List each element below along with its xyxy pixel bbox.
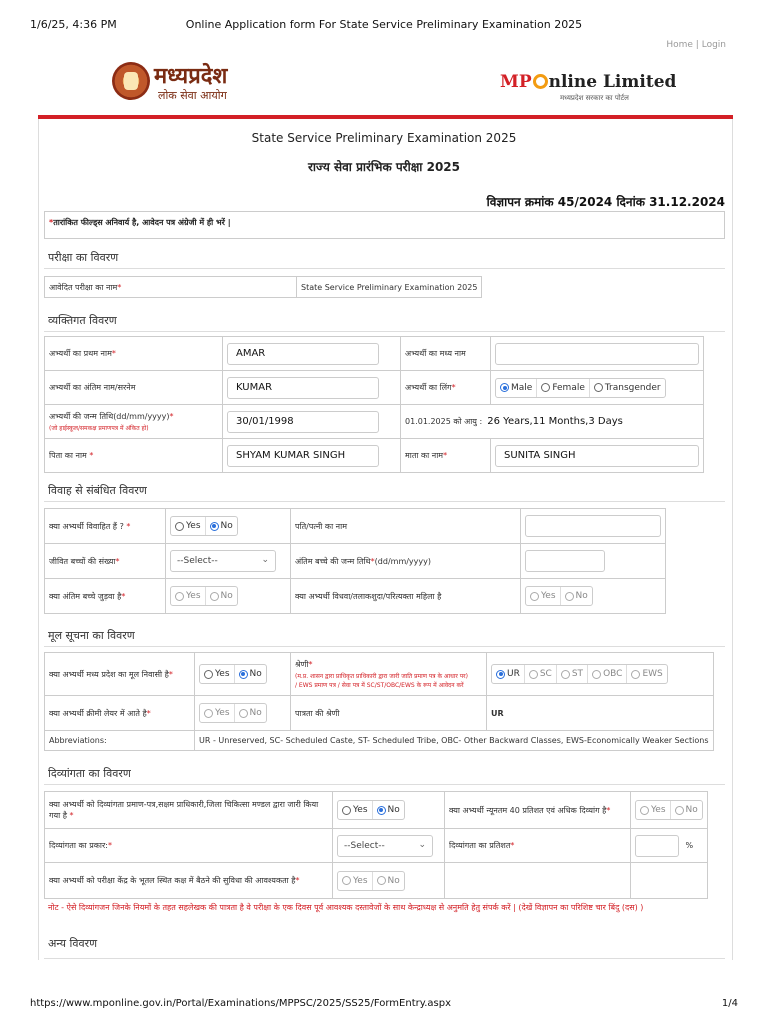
last-child-dob-label: अंतिम बच्चे की जन्म तिथि*(dd/mm/yyyy) [291,544,521,579]
last-name-input[interactable]: KUMAR [227,377,379,399]
mp-domicile-label: क्या अभ्यर्थी मध्य प्रदेश का मूल निवासी है* [45,653,195,696]
twins-no-option[interactable]: No [206,587,237,605]
other-section-heading: अन्य विवरण [48,937,98,950]
mponline-logo-rest: nline Limited [548,72,677,92]
married-no-option[interactable]: No [206,517,237,535]
radio-empty-icon [175,522,184,531]
radio-empty-icon [530,592,539,601]
gender-option-female[interactable]: Female [537,379,590,397]
print-timestamp: 1/6/25, 4:36 PM [30,18,117,31]
disability-percent-label: दिव्यांगता का प्रतिशत* [445,829,631,863]
abbreviations-text: UR - Unreserved, SC- Scheduled Caste, ST- Scheduled Tribe, OBC- Other Backward Classes, EWS-Economically Weaker Sections [195,731,714,751]
first-name-label: अभ्यर्थी का प्रथम नाम* [45,337,223,371]
domicile-no-option[interactable]: No [235,665,266,683]
married-label: क्या अभ्यर्थी विवाहित हैं ? * [45,509,166,544]
top-links [666,40,726,50]
married-yes-option[interactable]: Yes [171,517,206,535]
radio-empty-icon [675,806,684,815]
creamy-no-option[interactable]: No [235,704,266,722]
section-divider [44,501,725,502]
disability-note: नोट - ऐसे दिव्यांगजन जिनके नियमों के तहत सहलेखक की पात्रता है वे परीक्षा के एक दिवस पूर्व आवश्यक दस्तावेजों के साथ केन्द्राध्यक्ष से अनुमति हेतु संपर्क करें | (देखें विज्ञापन का परिशिष्ट चार बिंदु (दस) ) [48,903,644,912]
age-value: 26 Years,11 Months,3 Days [487,416,623,427]
eligible-category-value: UR [487,696,714,731]
section-divider [44,958,725,959]
radio-empty-icon [342,806,351,815]
twins-radio-group [170,586,238,606]
mppsc-logo [112,60,262,108]
radio-empty-icon [565,592,574,601]
print-page-number: 1/4 [721,998,738,1009]
min40-yes-option[interactable]: Yes [636,801,671,819]
mother-name-input[interactable]: SUNITA SINGH [495,445,699,467]
domicile-yes-option[interactable]: Yes [200,665,235,683]
married-radio-group [170,516,238,536]
mother-name-label: माता का नाम* [401,439,491,473]
print-url: https://www.mponline.gov.in/Portal/Examinations/MPPSC/2025/SS25/FormEntry.aspx [30,998,452,1009]
category-hint-2: / EWS प्रमाण पत्र / सेवा पत्र में SC/ST/OBC/EWS के रूप में आवेदन करें [295,682,464,689]
creamy-radio-group [199,703,267,723]
twins-label: क्या अंतिम बच्चे जुड़वा है* [45,579,166,614]
father-name-label: पिता का नाम * [45,439,223,473]
disability-type-label: दिव्यांगता का प्रकार:* [45,829,333,863]
category-label: श्रेणी* (म.प्र. शासन द्वारा प्राधिकृत प्राधिकारी द्वारा जारी जाति प्रमाण पत्र के आधार पर) / EWS प्रमाण पत्र / सेवा पत्र में SC/ST/OBC/EWS के रूप में आवेदन करें [291,653,487,696]
advertisement-number: विज्ञापन क्रमांक 45/2024 दिनांक 31.12.2024 [486,195,725,209]
category-option-sc[interactable]: SC [525,665,557,683]
login-link[interactable]: Login [701,40,726,50]
mponline-o-icon [533,74,548,89]
top-links-separator: | [695,40,699,50]
domicile-radio-group [199,664,267,684]
dob-input[interactable]: 30/01/1998 [227,411,379,433]
mponline-logo-tagline: मध्यप्रदेश सरकार का पोर्टल [560,94,629,102]
personal-table [44,336,704,473]
widow-no-option[interactable]: No [561,587,592,605]
gender-option-transgender[interactable]: Transgender [590,379,665,397]
chevron-down-icon: ⌄ [418,839,426,850]
min40-radio-group [635,800,703,820]
print-page-title: Online Application form For State Service Preliminary Examination 2025 [185,18,583,31]
widow-label: क्या अभ्यर्थी विधवा/तलाकशुदा/परित्यक्ता महिला है [291,579,521,614]
radio-empty-icon [631,670,640,679]
age-display: 01.01.2025 को आयु : 26 Years,11 Months,3 Days [401,405,704,439]
abbreviations-label: Abbreviations: [45,731,195,751]
exam-section-heading: परीक्षा का विवरण [48,251,119,264]
mandatory-note-text: तारांकित फील्ड्स अनिवार्य है, आवेदन पत्र अंग्रेजी में ही भरें | [53,218,231,227]
category-option-ur[interactable]: UR [492,665,525,683]
form-title-en: State Service Preliminary Examination 2025 [251,131,517,145]
ground-floor-no-option[interactable]: No [373,872,404,890]
disability-cert-no-option[interactable]: No [373,801,404,819]
ground-floor-radio-group [337,871,405,891]
form-title-hi: राज्य सेवा प्रारंभिक परीक्षा 2025 [308,160,460,174]
first-name-input[interactable]: AMAR [227,343,379,365]
radio-empty-icon [561,670,570,679]
chevron-down-icon: ⌄ [261,555,269,565]
spouse-name-label: पति/पत्नी का नाम [291,509,521,544]
radio-empty-icon [541,383,550,392]
mppsc-logo-title: मध्यप्रदेश [154,63,228,89]
last-child-dob-input[interactable] [525,550,605,572]
creamy-layer-label: क्या अभ्यर्थी क्रीमी लेयर में आते है* [45,696,195,731]
radio-empty-icon [204,670,213,679]
last-name-label: अभ्यर्थी का अंतिम नाम/सरनेम [45,371,223,405]
radio-empty-icon [594,383,603,392]
radio-selected-icon [500,383,509,392]
disability-cert-yes-option[interactable]: Yes [338,801,373,819]
radio-selected-icon [210,522,219,531]
middle-name-input[interactable] [495,343,699,365]
personal-section-heading: व्यक्तिगत विवरण [48,314,117,327]
radio-empty-icon [204,709,213,718]
spouse-name-input[interactable] [525,515,661,537]
widow-radio-group [525,586,593,606]
exam-name-label: आवेदित परीक्षा का नाम* [45,277,297,298]
mponline-logo [500,72,677,108]
radio-empty-icon [239,709,248,718]
radio-selected-icon [496,670,505,679]
gender-radio-group [495,378,666,398]
category-radio-group [491,664,668,684]
home-link[interactable]: Home [666,40,693,50]
radio-empty-icon [210,592,219,601]
disability-percent-input[interactable] [635,835,679,857]
percent-unit: % [685,841,694,850]
disability-cert-label: क्या अभ्यर्थी को दिव्यांगता प्रमाण-पत्र,सक्षम प्राधिकारी,जिला चिकित्सा मण्डल द्वारा जारी किया गया है * [45,792,333,829]
domicile-table [44,652,714,751]
domicile-section-heading: मूल सूचना का विवरण [48,629,135,642]
radio-empty-icon [640,806,649,815]
print-footer [30,998,738,1012]
radio-empty-icon [377,876,386,885]
disability-cert-radio-group [337,800,405,820]
min40-label: क्या अभ्यर्थी न्यूनतम 40 प्रतिशत एवं अधिक दिव्यांग है* [445,792,631,829]
category-option-st[interactable]: ST [557,665,588,683]
middle-name-label: अभ्यर्थी का मध्य नाम [401,337,491,371]
exam-name-value: State Service Preliminary Examination 2025 [297,277,482,298]
exam-table [44,276,482,298]
category-option-ews[interactable]: EWS [627,665,666,683]
twins-yes-option[interactable]: Yes [171,587,206,605]
dob-hint: (जो हाईस्कूल/समकक्ष प्रमाणपत्र में अंकित हो) [49,425,149,432]
children-count-label: जीवित बच्चों की संख्या* [45,544,166,579]
radio-selected-icon [377,806,386,815]
radio-empty-icon [592,670,601,679]
category-hint-1: (म.प्र. शासन द्वारा प्राधिकृत प्राधिकारी द्वारा जारी जाति प्रमाण पत्र के आधार पर) [295,673,468,680]
disability-table [44,791,708,899]
eligible-category-label: पात्रता की श्रेणी [291,696,487,731]
ground-floor-label: क्या अभ्यर्थी को परीक्षा केंद्र के भूतल स्थित कक्ष में बैठने की सुविधा की आवश्यकता है* [45,863,333,899]
mandatory-note [44,211,725,239]
disability-section-heading: दिव्यांगता का विवरण [48,767,131,780]
section-divider [44,646,725,647]
ground-floor-yes-option[interactable]: Yes [338,872,373,890]
marriage-section-heading: विवाह से संबंधित विवरण [48,484,147,497]
section-divider [44,268,725,269]
father-name-input[interactable]: SHYAM KUMAR SINGH [227,445,379,467]
radio-empty-icon [529,670,538,679]
widow-yes-option[interactable]: Yes [526,587,561,605]
dob-label: अभ्यर्थी की जन्म तिथि(dd/mm/yyyy)* (जो हाईस्कूल/समकक्ष प्रमाणपत्र में अंकित हो) [45,405,223,439]
category-option-obc[interactable]: OBC [588,665,627,683]
marriage-table [44,508,666,614]
radio-empty-icon [342,876,351,885]
print-header [30,18,738,32]
disability-type-select[interactable]: --Select-- ⌄ [337,835,433,857]
section-divider [44,331,725,332]
mp-emblem-icon [112,62,150,100]
creamy-yes-option[interactable]: Yes [200,704,235,722]
gender-option-male[interactable]: Male [496,379,537,397]
radio-empty-icon [175,592,184,601]
radio-selected-icon [239,670,248,679]
min40-no-option[interactable]: No [671,801,702,819]
mppsc-logo-subtitle: लोक सेवा आयोग [158,89,227,102]
gender-label: अभ्यर्थी का लिंग* [401,371,491,405]
children-count-select[interactable]: --Select-- ⌄ [170,550,276,572]
required-star: * [49,218,54,227]
mponline-logo-mp: MP [500,72,532,92]
section-divider [44,784,725,785]
